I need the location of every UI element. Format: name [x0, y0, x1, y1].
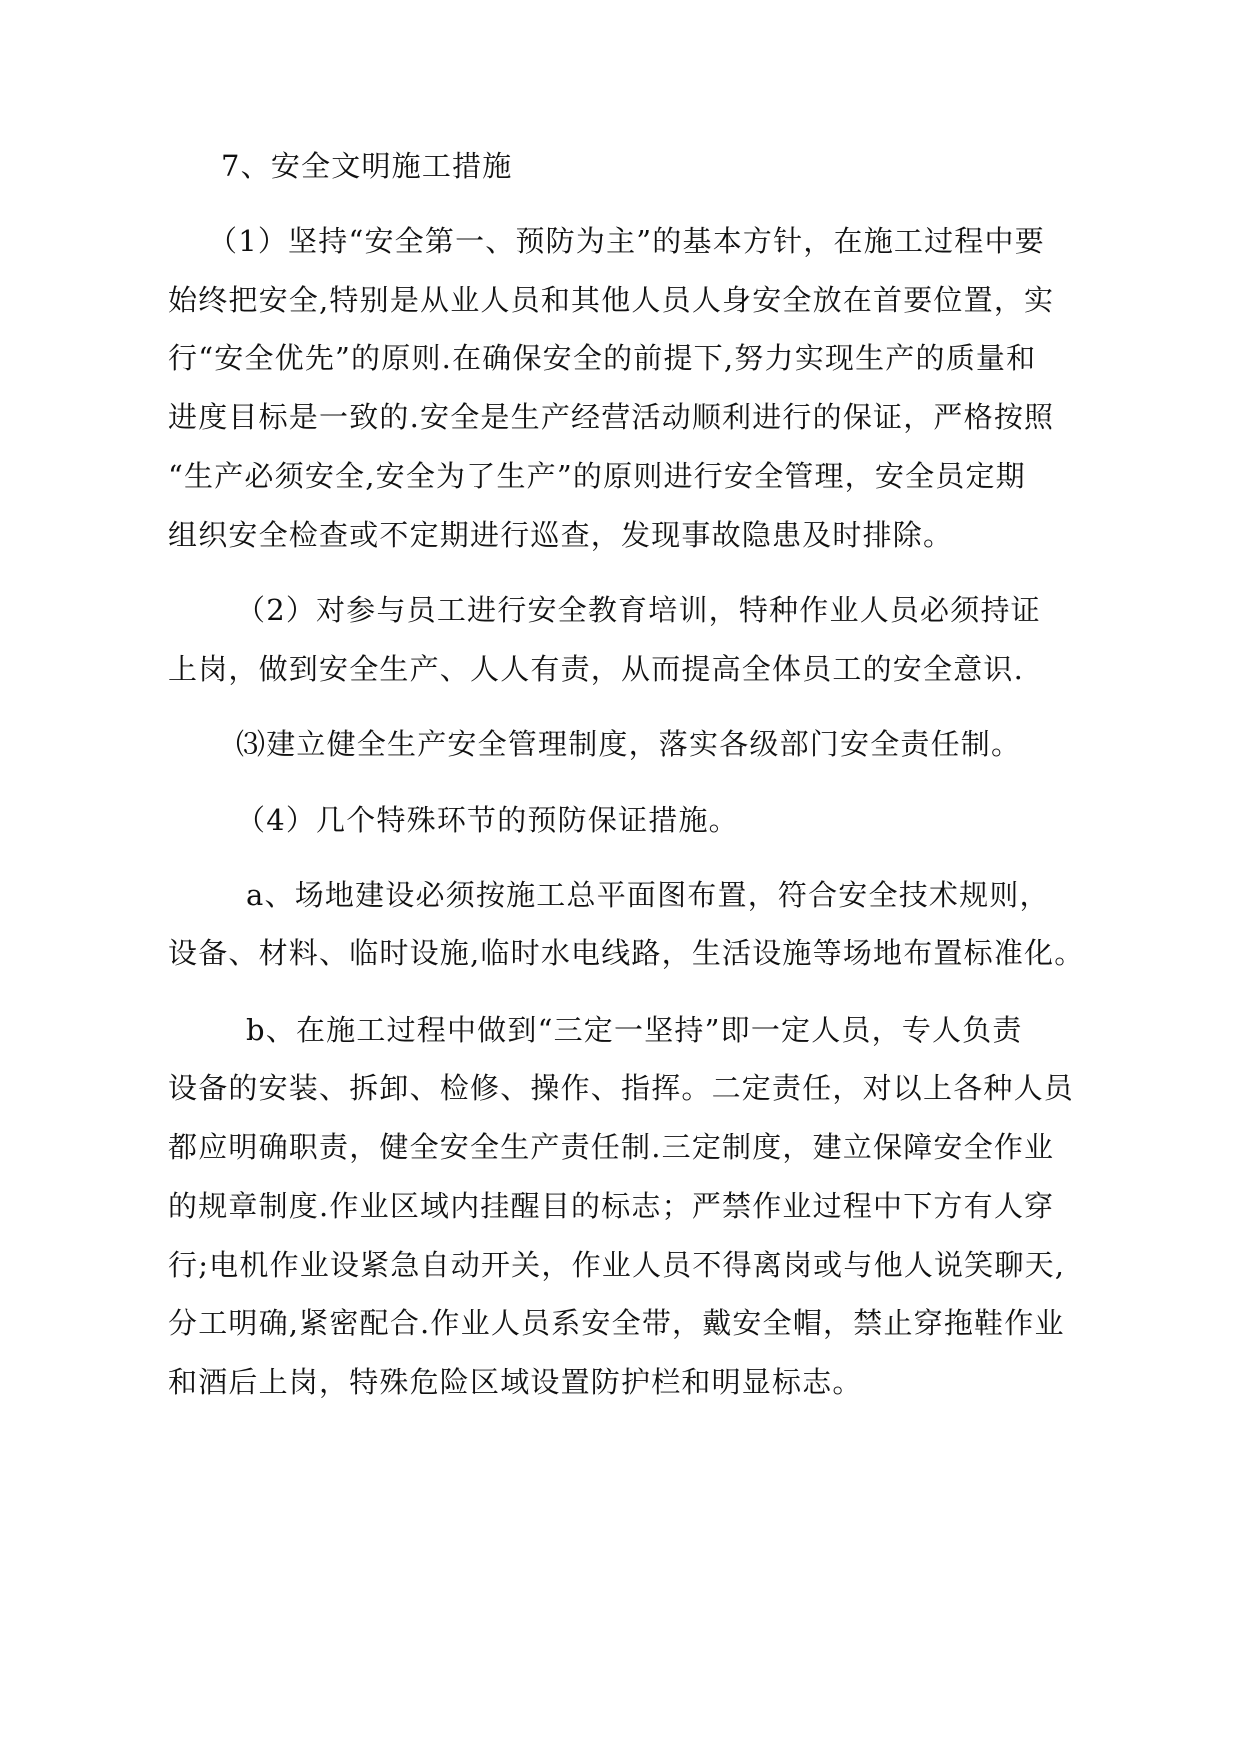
section-heading: 7、安全文明施工措施 — [221, 149, 513, 183]
paragraph-b-line-1: b、在施工过程中做到“三定一坚持”即一定人员，专人负责 — [246, 1013, 1023, 1047]
paragraph-2-line-2: 上岗，做到安全生产、人人有责，从而提高全体员工的安全意识. — [168, 652, 1025, 686]
paragraph-2-line-1: （2）对参与员工进行安全教育培训，特种作业人员必须持证 — [236, 593, 1041, 627]
paragraph-1-line-1: （1）坚持“安全第一、预防为主”的基本方针，在施工过程中要 — [208, 224, 1045, 258]
paragraph-1-line-6: 组织安全检查或不定期进行巡查，发现事故隐患及时排除。 — [168, 518, 954, 552]
paragraph-b-line-5: 行;电机作业设紧急自动开关，作业人员不得离岗或与他人说笑聊天, — [168, 1248, 1066, 1282]
paragraph-1-line-2: 始终把安全,特别是从业人员和其他人员人身安全放在首要位置，实 — [168, 283, 1055, 317]
paragraph-a-line-1: a、场地建设必须按施工总平面图布置，符合安全技术规则， — [246, 878, 1050, 912]
paragraph-4-line-1: （4）几个特殊环节的预防保证措施。 — [236, 803, 739, 837]
paragraph-b-line-6: 分工明确,紧密配合.作业人员系安全带，戴安全帽，禁止穿拖鞋作业 — [168, 1306, 1065, 1340]
paragraph-b-line-2: 设备的安装、拆卸、检修、操作、指挥。二定责任，对以上各种人员 — [168, 1071, 1075, 1105]
paragraph-b-line-7: 和酒后上岗，特殊危险区域设置防护栏和明显标志。 — [168, 1365, 863, 1399]
paragraph-b-line-3: 都应明确职责，健全安全生产责任制.三定制度，建立保障安全作业 — [168, 1130, 1055, 1164]
paragraph-1-line-5: “生产必须安全,安全为了生产”的原则进行安全管理，安全员定期 — [168, 459, 1026, 493]
paragraph-a-line-2: 设备、材料、临时设施,临时水电线路，生活设施等场地布置标准化。 — [168, 936, 1085, 970]
paragraph-3-line-1: ⑶建立健全生产安全管理制度，落实各级部门安全责任制。 — [236, 727, 1022, 761]
paragraph-b-line-4: 的规章制度.作业区域内挂醒目的标志；严禁作业过程中下方有人穿 — [168, 1189, 1055, 1223]
paragraph-1-line-3: 行“安全优先”的原则.在确保安全的前提下,努力实现生产的质量和 — [168, 341, 1037, 375]
paragraph-1-line-4: 进度目标是一致的.安全是生产经营活动顺利进行的保证，严格按照 — [168, 400, 1055, 434]
